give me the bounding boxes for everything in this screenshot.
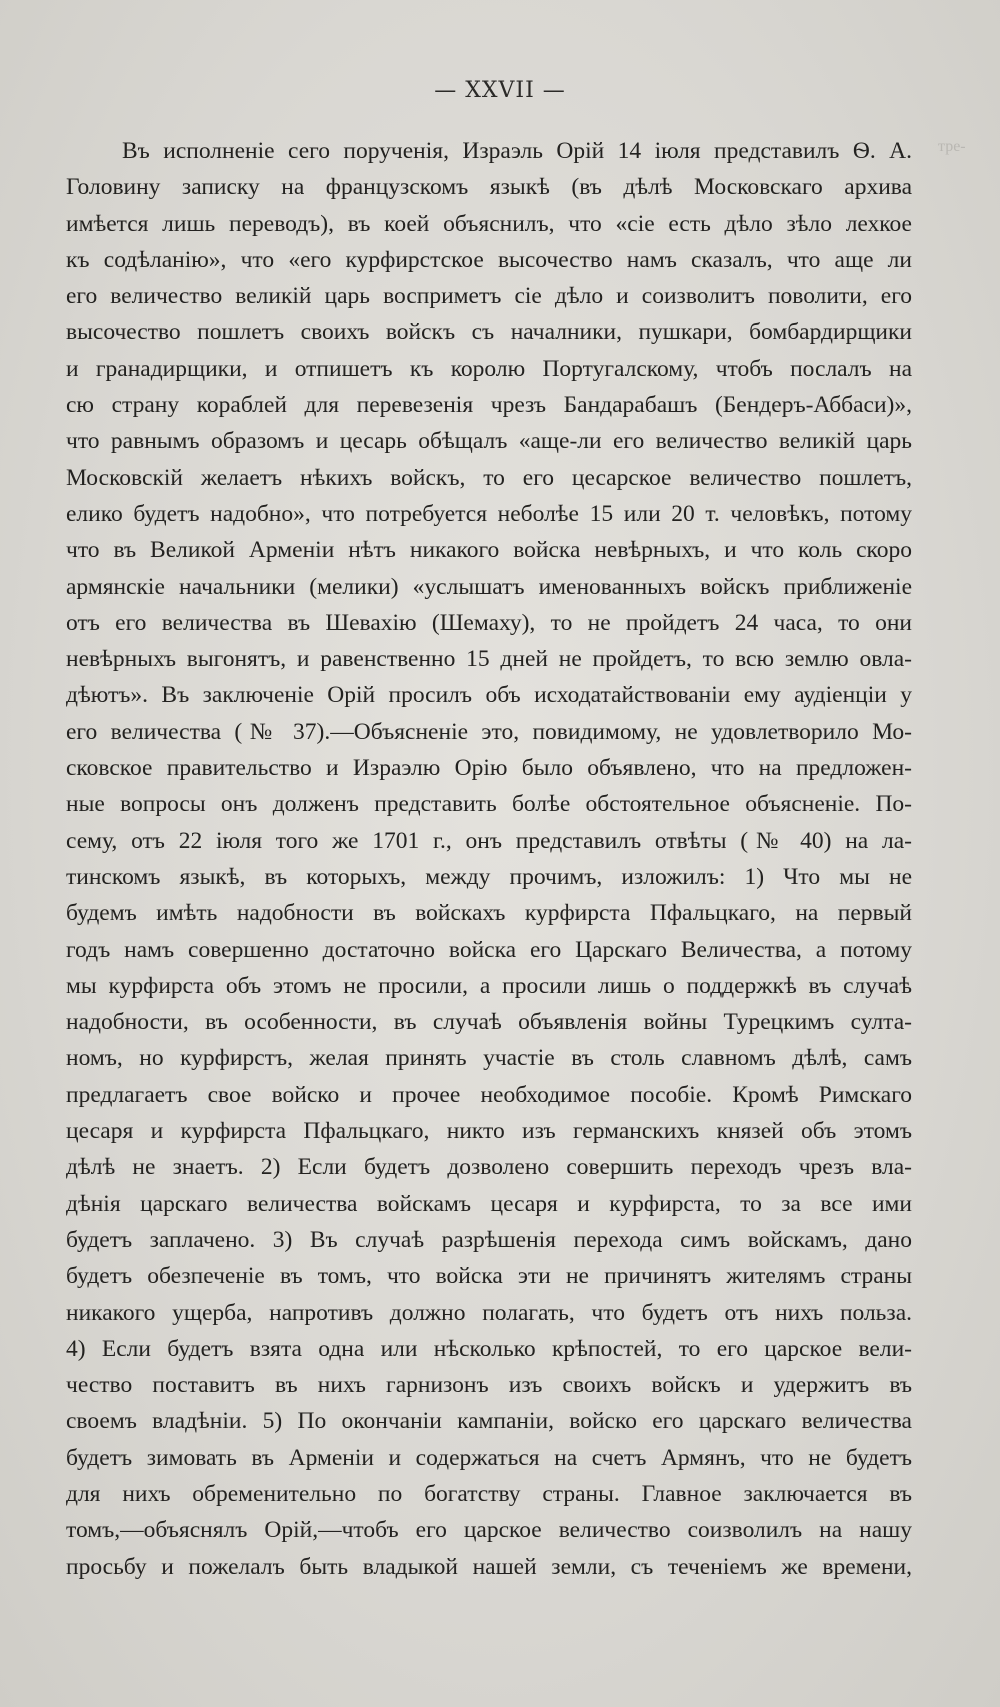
text-line: своемъ владѣніи. 5) По окончаніи кампаніи, войско его царскаго величества	[66, 1408, 912, 1435]
text-line: томъ,—объяснялъ Орій,—чтобъ его царское величество соизволилъ на нашу	[66, 1517, 912, 1544]
text-line: и гранадирщики, и отпишетъ къ королю Португалскому, чтобъ послалъ на	[66, 355, 912, 382]
text-line: дѣютъ». Въ заключеніе Орій просилъ объ исходатайствованіи ему аудіенціи у	[66, 682, 912, 709]
text-line: мы курфирста объ этомъ не просили, а просили лишь о поддержкѣ въ случаѣ	[66, 972, 912, 999]
text-line: отъ его величества въ Шевахію (Шемаху), то не пройдетъ 24 часа, то они	[66, 609, 912, 636]
margin-fragment: тре-	[938, 138, 966, 155]
text-line: тинскомъ языкѣ, въ которыхъ, между прочимъ, изложилъ: 1) Что мы не	[66, 863, 912, 890]
text-line: сковское правительство и Израэлю Орію было объявлено, что на предложен-	[66, 755, 912, 782]
text-line: цесаря и курфирста Пфальцкаго, никто изъ германскихъ князей объ этомъ	[66, 1118, 912, 1145]
text-line: сему, отъ 22 іюля того же 1701 г., онъ представилъ отвѣты (№ 40) на ла-	[66, 827, 912, 854]
text-line: надобности, въ особенности, въ случаѣ объявленія войны Турецкимъ султа-	[66, 1009, 912, 1036]
text-line: просьбу и пожелалъ быть владыкой нашей земли, съ теченіемъ же времени,	[66, 1553, 912, 1580]
text-line: ные вопросы онъ долженъ представить болѣе обстоятельное объясненіе. По-	[66, 791, 912, 818]
body-text	[66, 133, 912, 1585]
text-line: будетъ заплачено. 3) Въ случаѣ разрѣшенія перехода симъ войскамъ, дано	[66, 1226, 912, 1253]
text-line: 4) Если будетъ взята одна или нѣсколько крѣпостей, то его царское вели-	[66, 1335, 912, 1362]
page-number: — XXVII —	[434, 78, 566, 103]
text-line: будетъ зимовать въ Арменіи и содержаться на счетъ Армянъ, что не будетъ	[66, 1444, 912, 1471]
text-line: его величества (№ 37).—Объясненіе это, повидимому, не удовлетворило Мо-	[66, 718, 912, 745]
text-line: никакого ущерба, напротивъ должно полагать, что будетъ отъ нихъ польза.	[66, 1299, 912, 1326]
text-line: чество поставитъ въ нихъ гарнизонъ изъ своихъ войскъ и удержитъ въ	[66, 1372, 912, 1399]
text-line: будетъ обезпеченіе въ томъ, что войска эти не причинятъ жителямъ страны	[66, 1263, 912, 1290]
text-line: будемъ имѣть надобности въ войскахъ курфирста Пфальцкаго, на первый	[66, 900, 912, 927]
text-line: номъ, но курфирстъ, желая принять участіе въ столь славномъ дѣлѣ, самъ	[66, 1045, 912, 1072]
text-line: что равнымъ образомъ и цесарь обѣщалъ «аще-ли его величество великій царь	[66, 428, 912, 455]
text-line: что въ Великой Арменіи нѣтъ никакого войска невѣрныхъ, и что коль скоро	[66, 537, 912, 564]
text-line: сю страну кораблей для перевезенія чрезъ Бандарабашъ (Бендеръ-Аббаси)»,	[66, 392, 912, 419]
text-line: армянскіе начальники (мелики) «услышатъ именованныхъ войскъ приближеніе	[66, 573, 912, 600]
text-line: имѣется лишь переводъ), въ коей объяснилъ, что «сіе есть дѣло зѣло лехкое	[66, 210, 912, 237]
text-line: Головину записку на французскомъ языкѣ (въ дѣлѣ Московскаго архива	[66, 174, 912, 201]
text-line: къ содѣланію», что «его курфирстское высочество намъ сказалъ, что аще ли	[66, 246, 912, 273]
text-line: дѣнія царскаго величества войскамъ цесаря и курфирста, то за все ими	[66, 1190, 912, 1217]
text-line: елико будетъ надобно», что потребуется неболѣе 15 или 20 т. человѣкъ, потому	[66, 500, 912, 527]
text-line: Московскій желаетъ нѣкихъ войскъ, то его цесарское величество пошлетъ,	[66, 464, 912, 491]
text-line: его величество великій царь восприметъ сіе дѣло и соизволитъ поволити, его	[66, 283, 912, 310]
text-line: Въ исполненіе сего порученія, Израэль Орій 14 іюля представилъ Ѳ. А.	[122, 138, 912, 164]
text-line: для нихъ обременительно по богатству страны. Главное заключается въ	[66, 1480, 912, 1507]
text-line: дѣлѣ не знаетъ. 2) Если будетъ дозволено совершить переходъ чрезъ вла-	[66, 1154, 912, 1181]
text-line: годъ намъ совершенно достаточно войска его Царскаго Величества, а потому	[66, 936, 912, 963]
text-line: предлагаетъ свое войско и прочее необходимое пособіе. Кромѣ Римскаго	[66, 1081, 912, 1108]
text-line: невѣрныхъ выгонятъ, и равенственно 15 дней не пройдетъ, то всю землю овла-	[66, 646, 912, 673]
text-line: высочество пошлетъ своихъ войскъ съ началники, пушкари, бомбардирщики	[66, 319, 912, 346]
